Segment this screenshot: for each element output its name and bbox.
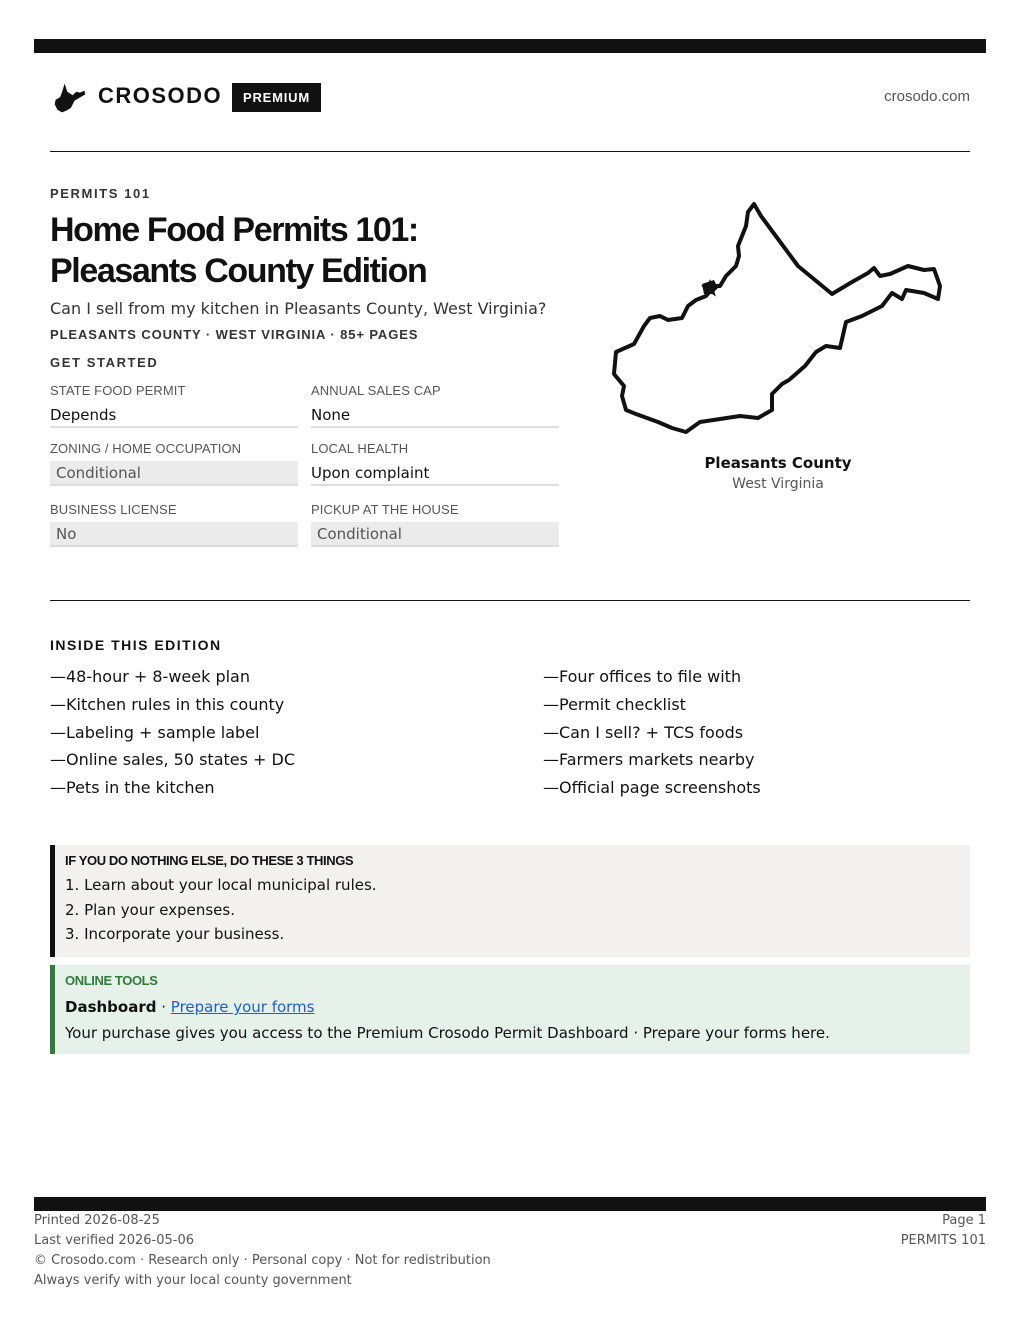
tools-heading: ONLINE TOOLS — [65, 973, 158, 988]
callout-heading: IF YOU DO NOTHING ELSE, DO THESE 3 THINGS — [65, 853, 354, 868]
map-state-name: West Virginia — [732, 476, 824, 492]
header-divider — [50, 151, 970, 152]
fact-value: Conditional — [50, 461, 298, 486]
page-title — [50, 210, 590, 292]
prepare-forms-link[interactable]: Prepare your forms — [170, 998, 315, 1016]
title-line-2: Pleasants County Edition — [50, 252, 427, 290]
verified-date: Last verified 2026-05-06 — [34, 1233, 194, 1248]
verify-advice: Always verify with your local county government — [34, 1273, 352, 1288]
section-divider — [50, 600, 970, 601]
fact-label: ZONING / HOME OCCUPATION — [50, 441, 242, 456]
contents-right-column — [543, 663, 963, 802]
fact-annual-sales-cap — [311, 383, 559, 428]
printed-date: Printed 2026-08-25 — [34, 1213, 160, 1228]
fact-business-license — [50, 502, 298, 547]
callout-item: 2. Plan your expenses. — [65, 900, 235, 919]
footer-section: PERMITS 101 — [900, 1233, 986, 1248]
list-item: —Online sales, 50 states + DC — [50, 750, 296, 770]
fact-pickup-at-house — [311, 502, 559, 547]
list-item: —Permit checklist — [543, 694, 686, 714]
get-started-heading: GET STARTED — [50, 355, 159, 370]
copyright-notice: © Crosodo.com · Research only · Personal copy · Not for redistribution — [34, 1253, 491, 1268]
callout-item: 3. Incorporate your business. — [65, 925, 285, 943]
three-things-callout — [50, 845, 970, 957]
list-item: —48-hour + 8-week plan — [50, 667, 250, 686]
dashboard-label: Dashboard — [65, 998, 157, 1016]
fact-label: STATE FOOD PERMIT — [50, 383, 186, 398]
bottom-bar — [34, 1197, 986, 1211]
section-kicker: PERMITS 101 — [50, 186, 151, 201]
page-subtitle: Can I sell from my kitchen in Pleasants County, West Virginia? — [50, 299, 547, 318]
separator: · — [156, 998, 171, 1016]
west-virginia-silhouette-icon — [52, 80, 88, 116]
list-item: —Four offices to file with — [543, 667, 742, 686]
fact-value: Depends — [50, 403, 298, 428]
fact-label: LOCAL HEALTH — [311, 441, 409, 456]
top-bar — [34, 39, 986, 53]
title-line-1: Home Food Permits 101: — [50, 211, 418, 249]
header — [50, 78, 970, 118]
fact-label: BUSINESS LICENSE — [50, 502, 177, 517]
footer-left — [34, 1211, 491, 1291]
footer-right — [901, 1211, 986, 1251]
callout-item: 1. Learn about your local municipal rules. — [65, 876, 377, 894]
fact-value: Upon complaint — [311, 461, 559, 486]
brand-name[interactable]: CROSODO — [98, 83, 223, 108]
list-item: —Pets in the kitchen — [50, 778, 215, 798]
premium-badge: PREMIUM — [232, 83, 321, 112]
online-tools-callout — [50, 965, 970, 1054]
fact-zoning — [50, 441, 298, 486]
page-number: Page 1 — [942, 1213, 986, 1228]
site-url[interactable]: crosodo.com — [884, 88, 970, 105]
state-outline — [614, 204, 940, 432]
fact-local-health — [311, 441, 559, 486]
fact-value: No — [50, 522, 298, 547]
map-county-name: Pleasants County — [704, 454, 852, 472]
fact-value: None — [311, 403, 559, 428]
fact-state-food-permit — [50, 383, 298, 428]
edition-meta: PLEASANTS COUNTY · WEST VIRGINIA · 85+ PAGES — [50, 327, 419, 342]
fact-label: ANNUAL SALES CAP — [311, 383, 441, 398]
list-item: —Kitchen rules in this county — [50, 694, 285, 714]
list-item: —Official page screenshots — [543, 778, 761, 798]
fact-value: Conditional — [311, 522, 559, 547]
contents-left-column — [50, 663, 470, 802]
list-item: —Farmers markets nearby — [543, 750, 755, 770]
inside-heading: INSIDE THIS EDITION — [50, 637, 222, 653]
fact-label: PICKUP AT THE HOUSE — [311, 502, 459, 517]
list-item: —Can I sell? + TCS foods — [543, 722, 744, 742]
state-map — [606, 196, 950, 444]
tools-links-line — [65, 994, 960, 1020]
list-item: —Labeling + sample label — [50, 722, 260, 742]
tools-body: Your purchase gives you access to the Premium Crosodo Permit Dashboard · Prepare your forms here. — [65, 1024, 830, 1042]
